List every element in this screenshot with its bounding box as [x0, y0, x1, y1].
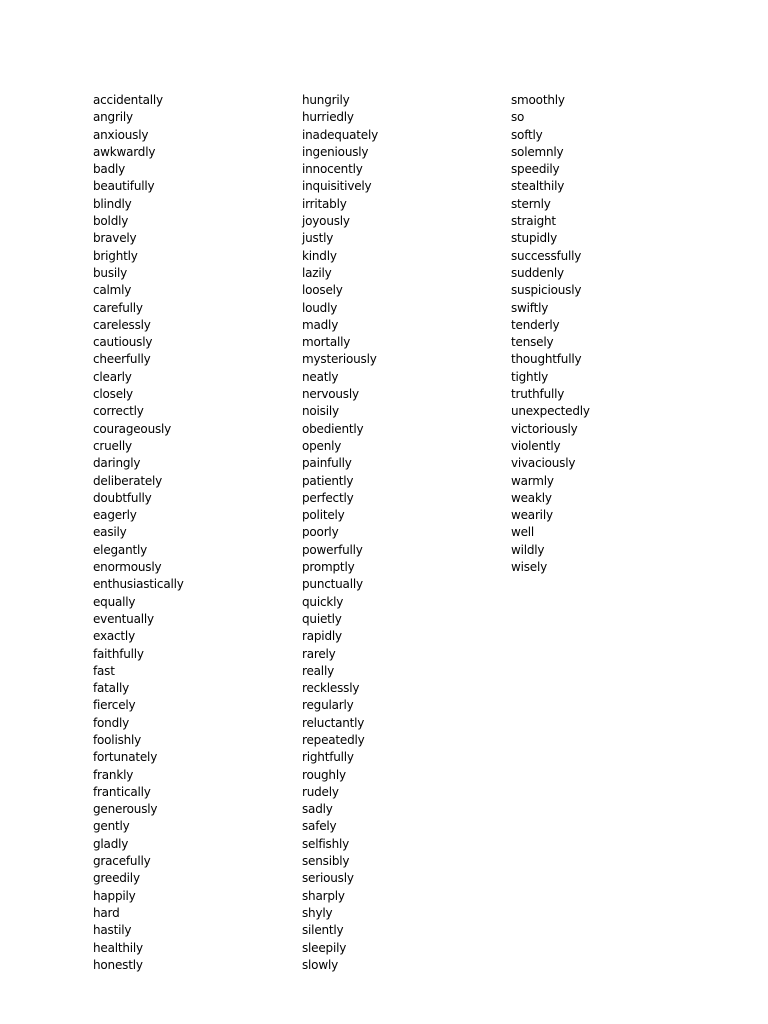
word-list-item: hard — [93, 905, 120, 920]
word-list-item: doubtfully — [93, 490, 152, 505]
word-list-item: happily — [93, 888, 136, 903]
word-list-item: badly — [93, 162, 126, 177]
word-list-item: rudely — [302, 784, 339, 799]
word-list-item: cruelly — [93, 438, 132, 453]
word-list-item: sharply — [302, 888, 345, 903]
word-column-3 — [511, 92, 590, 576]
word-list-item: blindly — [93, 196, 132, 211]
word-list-item: daringly — [93, 456, 141, 471]
word-list-item: deliberately — [93, 473, 163, 488]
word-list-item: enormously — [93, 560, 162, 575]
word-column-1 — [93, 92, 184, 974]
word-list-item: suspiciously — [511, 283, 582, 298]
word-list-item: tensely — [511, 335, 554, 350]
word-list-item: eagerly — [93, 508, 137, 523]
word-list-item: kindly — [302, 248, 337, 263]
word-list-item: stealthily — [511, 179, 565, 194]
word-list-item: hurriedly — [302, 110, 354, 125]
word-list-item: victoriously — [511, 421, 578, 436]
word-list-item: sensibly — [302, 854, 350, 869]
word-list-item: carefully — [93, 300, 143, 315]
word-list-item: reluctantly — [302, 715, 365, 730]
word-list-item: clearly — [93, 369, 132, 384]
word-list-item: cheerfully — [93, 352, 151, 367]
word-list-item: unexpectedly — [511, 404, 590, 419]
word-list-item: enthusiastically — [93, 577, 184, 592]
word-list-item: roughly — [302, 767, 346, 782]
word-list-item: hastily — [93, 923, 132, 938]
word-list-item: mysteriously — [302, 352, 377, 367]
word-list-item: politely — [302, 508, 345, 523]
word-list-item: selfishly — [302, 836, 350, 851]
word-list-item: gracefully — [93, 854, 151, 869]
word-list-item: weakly — [511, 490, 552, 505]
word-list-item: easily — [93, 525, 127, 540]
word-list-item: safely — [302, 819, 337, 834]
word-list-item: silently — [302, 923, 344, 938]
word-list-item: successfully — [511, 248, 582, 263]
word-list-item: fast — [93, 663, 115, 678]
word-list-item: loosely — [302, 283, 343, 298]
word-list-item: punctually — [302, 577, 363, 592]
word-list-item: cautiously — [93, 335, 153, 350]
word-list-item: wisely — [511, 560, 548, 575]
word-list-item: sleepily — [302, 940, 347, 955]
word-list-item: calmly — [93, 283, 132, 298]
word-list-item: anxiously — [93, 127, 149, 142]
word-list-item: frantically — [93, 784, 151, 799]
word-list-item: thoughtfully — [511, 352, 582, 367]
word-list-item: speedily — [511, 162, 560, 177]
word-list-item: fondly — [93, 715, 130, 730]
word-list-item: openly — [302, 438, 342, 453]
word-list-item: violently — [511, 438, 561, 453]
word-list-item: accidentally — [93, 93, 163, 107]
word-list-item: obediently — [302, 421, 364, 436]
word-list-item: fiercely — [93, 698, 136, 713]
word-list-item: neatly — [302, 369, 339, 384]
word-list-item: sternly — [511, 196, 551, 211]
word-column-2 — [302, 92, 378, 974]
word-list-item: loudly — [302, 300, 338, 315]
word-list-item: gently — [93, 819, 130, 834]
word-list-item: greedily — [93, 871, 140, 886]
word-list-item: frankly — [93, 767, 134, 782]
word-list-item: wildly — [511, 542, 545, 557]
word-list-item: swiftly — [511, 300, 549, 315]
word-list-item: elegantly — [93, 542, 148, 557]
word-list-item: smoothly — [511, 93, 565, 107]
word-list-item: justly — [302, 231, 334, 246]
word-list-item: promptly — [302, 560, 355, 575]
word-list-item: regularly — [302, 698, 354, 713]
word-list-item: truthfully — [511, 387, 565, 402]
word-list-item: awkwardly — [93, 144, 156, 159]
word-list-item: foolishly — [93, 732, 142, 747]
word-list-item: powerfully — [302, 542, 363, 557]
word-list-item: courageously — [93, 421, 172, 436]
word-list-item: inquisitively — [302, 179, 372, 194]
word-list-item: innocently — [302, 162, 363, 177]
word-list-item: carelessly — [93, 317, 151, 332]
word-list-item: brightly — [93, 248, 138, 263]
word-list-item: patiently — [302, 473, 354, 488]
word-list-item: solemnly — [511, 144, 564, 159]
word-list-item: fatally — [93, 681, 130, 696]
word-list-item: inadequately — [302, 127, 378, 142]
word-list-item: perfectly — [302, 490, 354, 505]
word-list-item: stupidly — [511, 231, 557, 246]
word-list-item: warmly — [511, 473, 554, 488]
word-list-item: fortunately — [93, 750, 158, 765]
word-list-item: madly — [302, 317, 339, 332]
word-list-item: well — [511, 525, 535, 540]
word-list-item: closely — [93, 387, 133, 402]
word-list-item: joyously — [302, 214, 350, 229]
word-list-item: gladly — [93, 836, 129, 851]
word-list-item: angrily — [93, 110, 133, 125]
word-list-item: rightfully — [302, 750, 354, 765]
word-list-item: seriously — [302, 871, 354, 886]
word-list-item: so — [511, 110, 525, 125]
word-list-item: hungrily — [302, 93, 350, 107]
word-list-item: eventually — [93, 611, 154, 626]
word-list-item: boldly — [93, 214, 129, 229]
word-list-item: quietly — [302, 611, 342, 626]
word-list-item: lazily — [302, 265, 332, 280]
word-list-item: exactly — [93, 629, 135, 644]
word-list-item: mortally — [302, 335, 351, 350]
word-list-item: quickly — [302, 594, 344, 609]
word-list-item: nervously — [302, 387, 359, 402]
word-list-item: healthily — [93, 940, 143, 955]
word-list-item: shyly — [302, 905, 333, 920]
word-list-item: softly — [511, 127, 543, 142]
word-list-item: vivaciously — [511, 456, 576, 471]
word-list-item: rarely — [302, 646, 336, 661]
word-list-item: wearily — [511, 508, 553, 523]
word-list-item: beautifully — [93, 179, 155, 194]
word-list-item: slowly — [302, 957, 338, 972]
word-list-item: generously — [93, 802, 158, 817]
word-list-item: faithfully — [93, 646, 144, 661]
word-list-item: sadly — [302, 802, 333, 817]
word-list-item: poorly — [302, 525, 339, 540]
word-list-item: busily — [93, 265, 128, 280]
word-list-item: honestly — [93, 957, 143, 972]
word-list-item: recklessly — [302, 681, 360, 696]
word-list-item: ingeniously — [302, 144, 369, 159]
word-list-item: equally — [93, 594, 136, 609]
word-list-item: correctly — [93, 404, 144, 419]
word-list-item: tightly — [511, 369, 549, 384]
word-list-item: noisily — [302, 404, 339, 419]
word-list-item: rapidly — [302, 629, 342, 644]
word-list-item: irritably — [302, 196, 347, 211]
word-list-item: really — [302, 663, 334, 678]
word-list-item: suddenly — [511, 265, 564, 280]
word-list-item: painfully — [302, 456, 352, 471]
word-list-item: tenderly — [511, 317, 560, 332]
word-list-item: repeatedly — [302, 732, 365, 747]
word-list-item: bravely — [93, 231, 137, 246]
word-list-item: straight — [511, 214, 556, 229]
